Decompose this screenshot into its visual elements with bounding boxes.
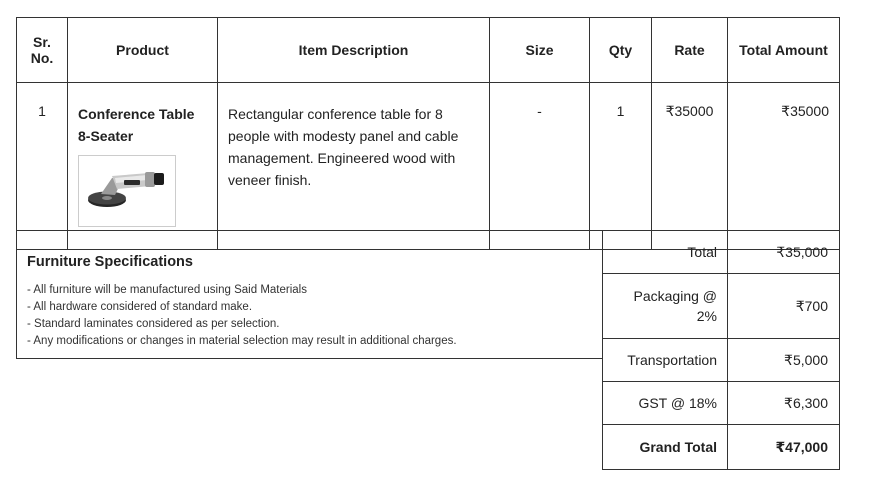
packaging-label: Packaging @ 2% [603,274,728,339]
specification-line: - All hardware considered of standard make. [27,301,253,313]
header-item-description: Item Description [218,18,490,83]
subtotal-row [603,231,840,274]
cell-product [68,83,218,250]
cell-sr-no: 1 [17,83,68,250]
transportation-row [603,339,840,382]
grand-total-label: Grand Total [603,425,728,470]
totals-summary [602,230,840,470]
subtotal-value: ₹35,000 [728,231,840,274]
product-image [78,155,176,227]
header-sr-no: Sr. No. [17,18,68,83]
product-name: Conference Table 8-Seater [78,106,195,144]
cell-item-description: Rectangular conference table for 8 people with modesty panel and cable management. Engineered wood with veneer finish. [218,83,490,250]
cell-qty: 1 [590,83,652,250]
packaging-row [603,274,840,339]
header-rate: Rate [652,18,728,83]
specifications-title: Furniture Specifications [27,254,193,270]
transportation-label: Transportation [603,339,728,382]
cell-size: - [490,83,590,250]
specification-line: - Any modifications or changes in material selection may result in additional charges. [27,335,457,347]
specification-line: - All furniture will be manufactured using Said Materials [27,284,307,296]
packaging-value: ₹700 [728,274,840,339]
pneumatic-tool-icon [79,156,175,226]
gst-row [603,382,840,425]
header-qty: Qty [590,18,652,83]
subtotal-label: Total [603,231,728,274]
line-items-table [16,17,840,250]
table-header-row [17,18,840,83]
cell-total-amount: ₹35000 [728,83,840,250]
grand-total-row [603,425,840,470]
header-total-amount: Total Amount [728,18,840,83]
furniture-specifications [16,230,602,359]
gst-value: ₹6,300 [728,382,840,425]
table-row [17,83,840,250]
header-product: Product [68,18,218,83]
grand-total-value: ₹47,000 [728,425,840,470]
transportation-value: ₹5,000 [728,339,840,382]
header-size: Size [490,18,590,83]
cell-rate: ₹35000 [652,83,728,250]
specification-line: - Standard laminates considered as per selection. [27,318,280,330]
gst-label: GST @ 18% [603,382,728,425]
